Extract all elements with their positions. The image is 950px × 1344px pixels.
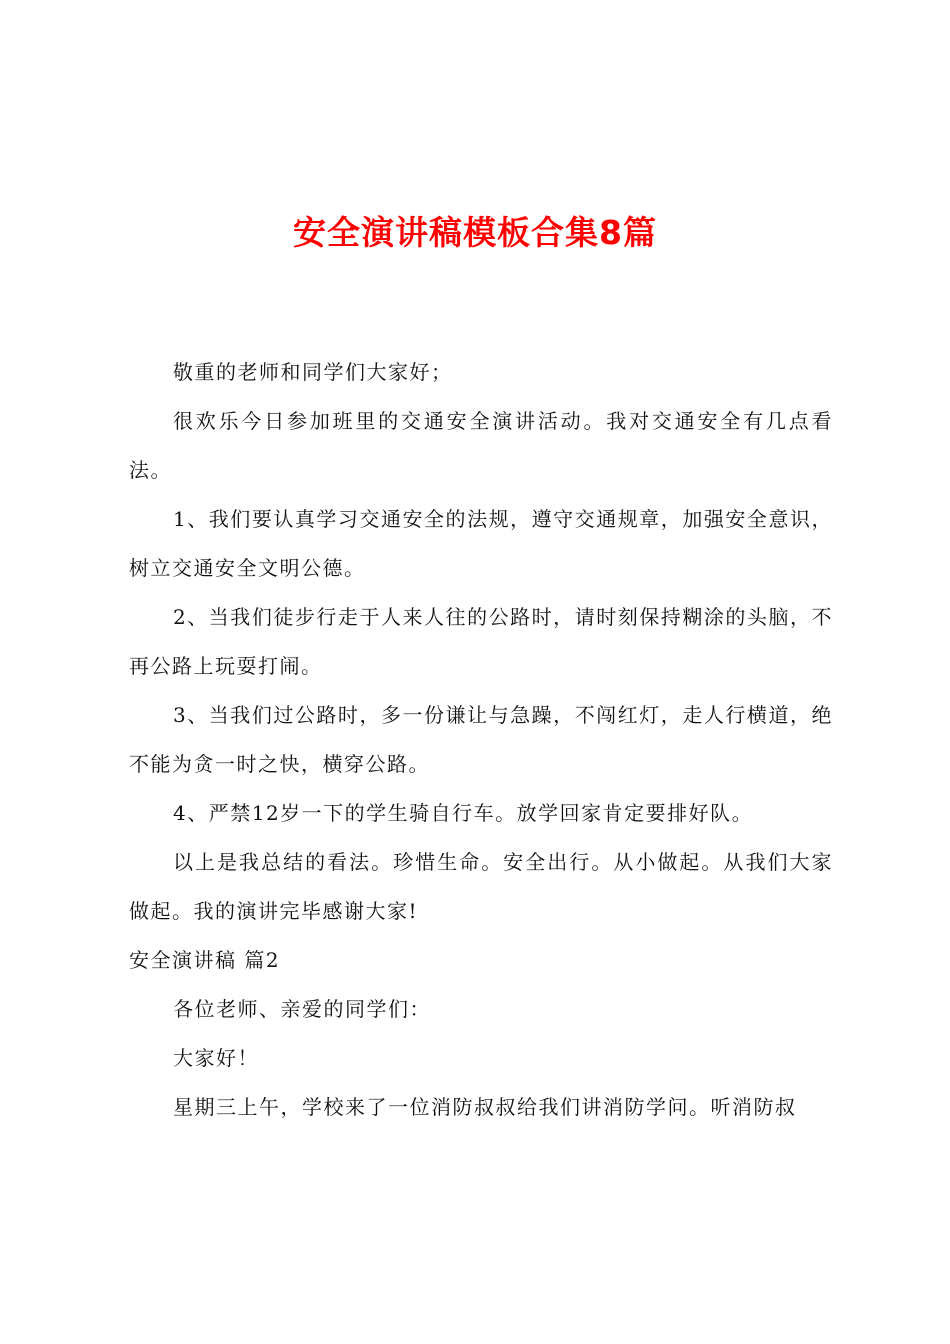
paragraph-conclusion: 以上是我总结的看法。珍惜生命。安全出行。从小做起。从我们大家做起。我的演讲完毕感谢大家! — [129, 850, 833, 923]
paragraph-point-4: 4、严禁12岁一下的学生骑自行车。放学回家肯定要排好队。 — [173, 801, 754, 825]
paragraph-point-1: 1、我们要认真学习交通安全的法规，遵守交通规章，加强安全意识，树立交通安全文明公德。 — [129, 507, 833, 580]
paragraph-intro: 很欢乐今日参加班里的交通安全演讲活动。我对交通安全有几点看法。 — [129, 409, 833, 482]
paragraph-story: 星期三上午，学校来了一位消防叔叔给我们讲消防学问。听消防叔 — [173, 1095, 797, 1119]
document-title: 安全演讲稿模板合集8篇 — [293, 213, 657, 252]
paragraph-salutation: 各位老师、亲爱的同学们： — [173, 997, 431, 1021]
paragraph-point-2: 2、当我们徒步行走于人来人往的公路时，请时刻保持糊涂的头脑，不再公路上玩耍打闹。 — [129, 605, 833, 678]
paragraph-hello: 大家好！ — [173, 1046, 259, 1070]
paragraph-point-3: 3、当我们过公路时，多一份谦让与急躁，不闯红灯，走人行横道，绝不能为贪一时之快，横穿公路。 — [129, 703, 833, 776]
document-body — [129, 348, 833, 1132]
section-heading: 安全演讲稿 篇2 — [129, 948, 281, 972]
paragraph-greeting: 敬重的老师和同学们大家好； — [173, 360, 453, 384]
